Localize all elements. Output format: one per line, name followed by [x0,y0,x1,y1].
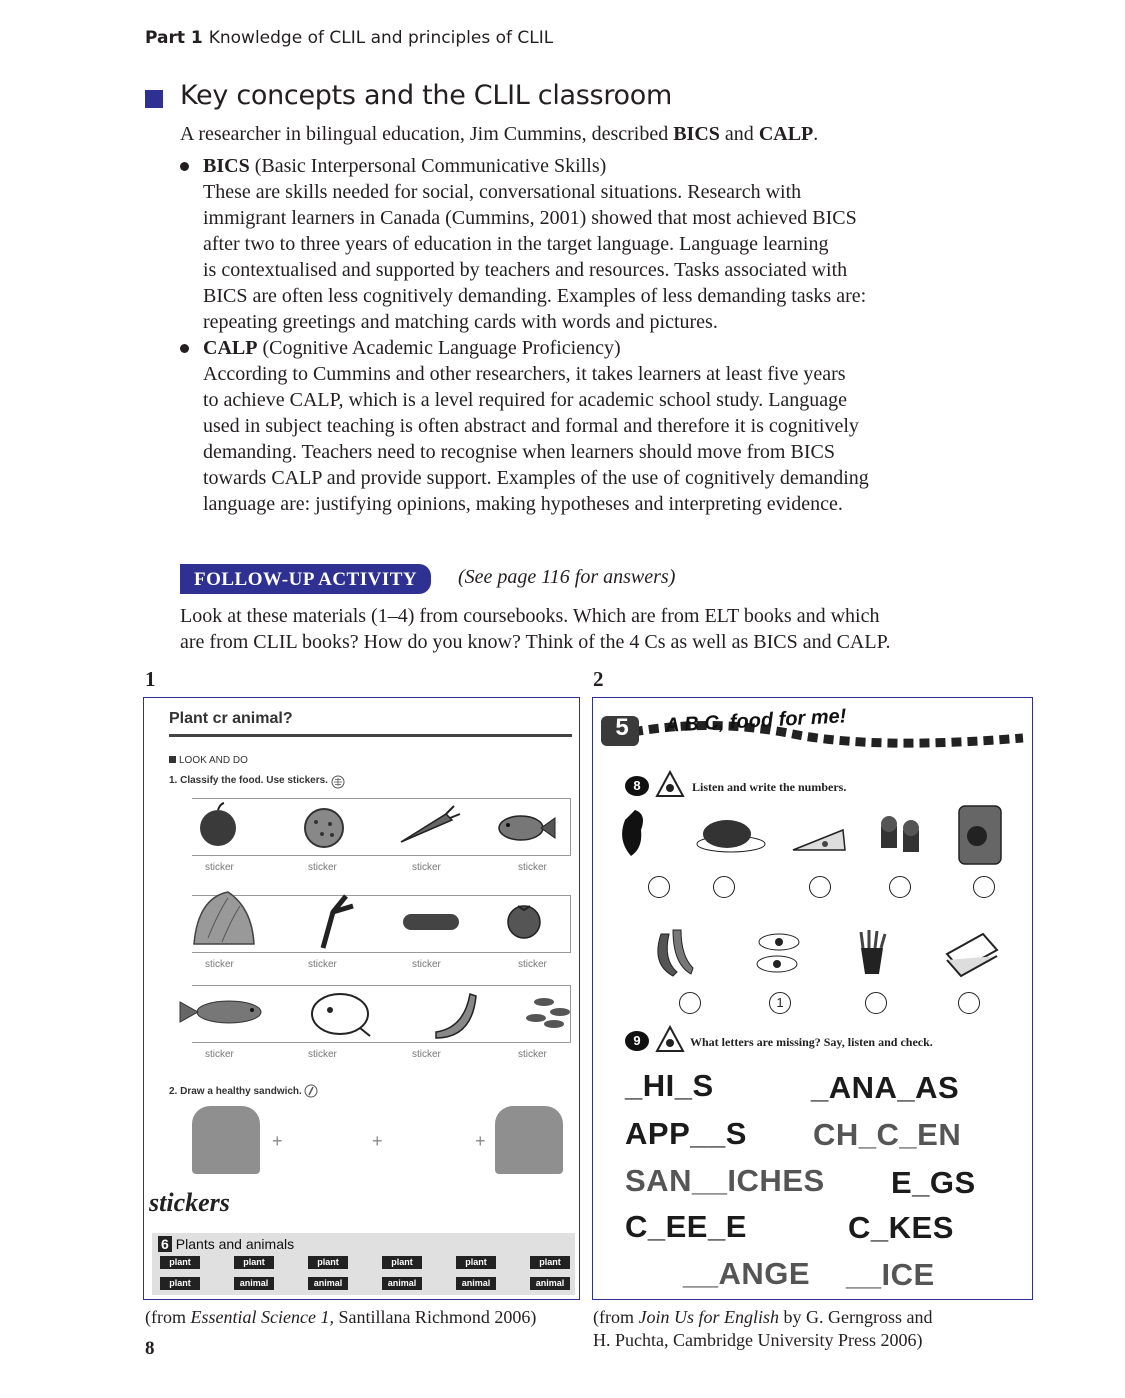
bread-slice-icon [192,1106,260,1174]
bics-line: BICS are often less cognitively demanding. Examples of less demanding tasks are: [203,285,867,307]
sticker-chip: plant [160,1277,200,1290]
fried-eggs-icon [757,934,799,972]
caption-book-title: Essential Science 1, [190,1307,334,1327]
sticker-sheet-title-text: Plants and animals [175,1236,295,1252]
caption-text: (from [593,1307,639,1327]
sticker-label: sticker [308,959,337,970]
calp-line: used in subject teaching is often abstract and formal and therefore it is cognitively [203,415,859,437]
calp-line: According to Cummins and other researchers, it takes learners at least five years [203,363,846,385]
caption-line: H. Puchta, Cambridge University Press 2006) [593,1330,923,1350]
food-row-a-illustrations [613,800,1023,870]
intro-text: A researcher in bilingual education, Jim Cummins, described [180,123,674,145]
bics-heading [203,153,980,179]
sticker-sheet-number: 6 [158,1236,172,1252]
figure-2-coursebook-page [592,697,1033,1300]
missing-letters-word: __ANGE [683,1256,811,1291]
caption-text: Santillana Richmond 2006) [333,1307,537,1327]
bics-line: immigrant learners in Canada (Cummins, 2001) showed that most achieved BICS [203,207,857,229]
sticker-chip: plant [160,1256,200,1269]
caption-text: by G. Gerngross and [779,1307,933,1327]
stickers-heading: stickers [149,1188,230,1217]
missing-letters-word: APP__S [625,1116,747,1151]
leek-icon [323,896,353,948]
sticker-chip: plant [456,1256,496,1269]
plus-sign: + [372,1131,383,1151]
sticker-chip: plant [308,1256,348,1269]
carrot-icon [401,806,460,842]
answer-circle[interactable] [973,876,995,898]
answer-circle[interactable] [713,876,735,898]
intro-and: and [719,123,759,145]
fig1-task1: 1. Classify the food. Use stickers. [169,775,328,786]
exercise-9-number: 9 [625,1031,649,1051]
answer-circle[interactable] [809,876,831,898]
sticker-label: sticker [518,862,547,873]
part-label: Part 1 [145,28,203,48]
sticker-chip: animal [308,1277,348,1290]
intro-end: . [813,123,819,145]
peppers-icon [622,810,643,856]
exercise-8-instruction: Listen and write the numbers. [692,780,847,794]
food-row-1-illustrations [196,802,576,854]
fish-icon [499,816,555,840]
intro-bics: BICS [673,123,720,145]
missing-letters-word: _HI_S [625,1068,714,1103]
follow-up-note: (See page 116 for answers) [458,566,676,588]
follow-up-line: Look at these materials (1–4) from coursebooks. Which are from ELT books and which [180,605,880,627]
running-head [145,28,553,48]
page-number: 8 [145,1338,155,1359]
sticker-label: sticker [518,959,547,970]
sticker-label: sticker [518,1049,547,1060]
bics-line: after two to three years of education in the target language. Language learning [203,233,829,255]
bananas-icon [658,930,693,976]
banana-icon [436,994,476,1038]
intro-calp: CALP [758,123,814,145]
small-fish-icon [526,998,570,1028]
sticker-chip: plant [234,1256,274,1269]
tomato-icon [508,906,540,938]
sticker-chip: animal [456,1277,496,1290]
calp-line: to achieve CALP, which is a level required for academic school study. Language [203,389,848,411]
figure-2-number: 2 [593,667,604,691]
follow-up-line: are from CLIL books? How do you know? Think of the 4 Cs as well as BICS and CALP. [180,631,891,653]
sticker-label: sticker [205,1049,234,1060]
caption-book-title: Join Us for English [638,1307,779,1327]
missing-letters-word: SAN__ICHES [625,1163,825,1198]
answer-circle[interactable] [648,876,670,898]
figure-1-caption [145,1306,536,1329]
cupcakes-icon [881,816,919,852]
food-row-2-illustrations [188,888,578,952]
square-icon [169,756,176,763]
calp-bullet [180,335,980,517]
answer-circle[interactable] [865,992,887,1014]
figure-1-coursebook-page [143,697,580,1300]
sticker-sheet [152,1233,575,1295]
missing-letters-word: _ANA_AS [811,1070,960,1105]
sticker-label: sticker [412,959,441,970]
sticker-label: sticker [308,1049,337,1060]
bics-line: These are skills needed for social, conversational situations. Research with [203,181,802,203]
caption-line [593,1306,932,1329]
fig1-task2: 2. Draw a healthy sandwich. [169,1086,302,1097]
bics-line: repeating greetings and matching cards with words and pictures. [203,311,718,333]
missing-letters-word: __ICE [846,1257,935,1292]
sausage-icon [403,914,459,930]
section-marker [145,90,163,108]
bullet-dot [180,162,189,171]
calp-term: CALP [203,337,258,359]
sticker-chip: animal [530,1277,570,1290]
sticker-label: sticker [308,862,337,873]
cookie-icon [305,809,343,847]
chips-icon [861,930,885,974]
sticker-label: sticker [412,1049,441,1060]
answer-circle[interactable]: 1 [769,992,791,1014]
speak-listen-icon [655,1025,685,1058]
sticker-grid-icon [331,775,345,794]
answer-circle[interactable] [679,992,701,1014]
intro-paragraph [180,121,980,147]
juice-carton-icon [959,806,1001,864]
roast-chicken-icon [697,820,765,852]
plus-sign: + [272,1131,283,1151]
flatfish-icon [312,994,370,1036]
missing-letters-word: C_KES [848,1210,954,1245]
calp-line: demanding. Teachers need to recognise when learners should move from BICS [203,441,835,463]
listen-icon [655,770,685,803]
calp-expansion: (Cognitive Academic Language Proficiency) [257,337,621,359]
bullet-dot [180,344,189,353]
fig1-look-and-do [169,755,248,766]
follow-up-label: FOLLOW-UP ACTIVITY [180,564,431,594]
apple-icon [200,803,236,846]
whole-fish-icon [180,1001,261,1023]
bics-line: is contextualised and supported by teachers and resources. Tasks associated with [203,259,848,281]
pencil-circle-icon [304,1084,318,1103]
fig1-title-rule [169,734,572,737]
food-row-b-illustrations [643,924,1003,984]
missing-letters-word: C_EE_E [625,1209,747,1244]
cheese-icon [793,830,845,850]
bics-bullet [180,153,980,335]
calp-line: language are: justifying opinions, making hypotheses and interpreting evidence. [203,493,843,515]
plus-sign: + [475,1131,486,1151]
sticker-label: sticker [205,959,234,970]
sandwich-icon [947,934,997,976]
missing-letters-word: CH_C_EN [813,1117,962,1152]
bread-slice-icon [495,1106,563,1174]
section-title: Key concepts and the CLIL classroom [180,80,672,111]
follow-up-text [180,603,1000,655]
fig1-title: Plant cr animal? [169,710,293,727]
sticker-chip: animal [382,1277,422,1290]
fig2-title: A B C, food for me! [664,705,847,737]
exercise-9-instruction: What letters are missing? Say, listen and check. [690,1035,933,1049]
calp-heading [203,335,980,361]
lettuce-icon [194,892,254,944]
exercise-8-number: 8 [625,776,649,796]
food-row-3-illustrations [174,988,574,1044]
figure-1-number: 1 [145,667,156,691]
sticker-chip: plant [382,1256,422,1269]
figure-2-caption [593,1306,932,1352]
missing-letters-word: E_GS [891,1165,976,1200]
bics-term: BICS [203,155,250,177]
sticker-chip: animal [234,1277,274,1290]
fig1-look-and-do-label: LOOK AND DO [179,755,248,766]
sticker-label: sticker [205,862,234,873]
sticker-label: sticker [412,862,441,873]
sticker-sheet-title [158,1236,294,1252]
answer-circle[interactable] [889,876,911,898]
answer-circle[interactable] [958,992,980,1014]
unit-number: 5 [615,714,629,741]
bics-expansion: (Basic Interpersonal Communicative Skills) [249,155,607,177]
caption-text: (from [145,1307,191,1327]
running-head-title: Knowledge of CLIL and principles of CLIL [208,28,554,48]
calp-line: towards CALP and provide support. Examples of the use of cognitively demanding [203,467,869,489]
sticker-chip: plant [530,1256,570,1269]
